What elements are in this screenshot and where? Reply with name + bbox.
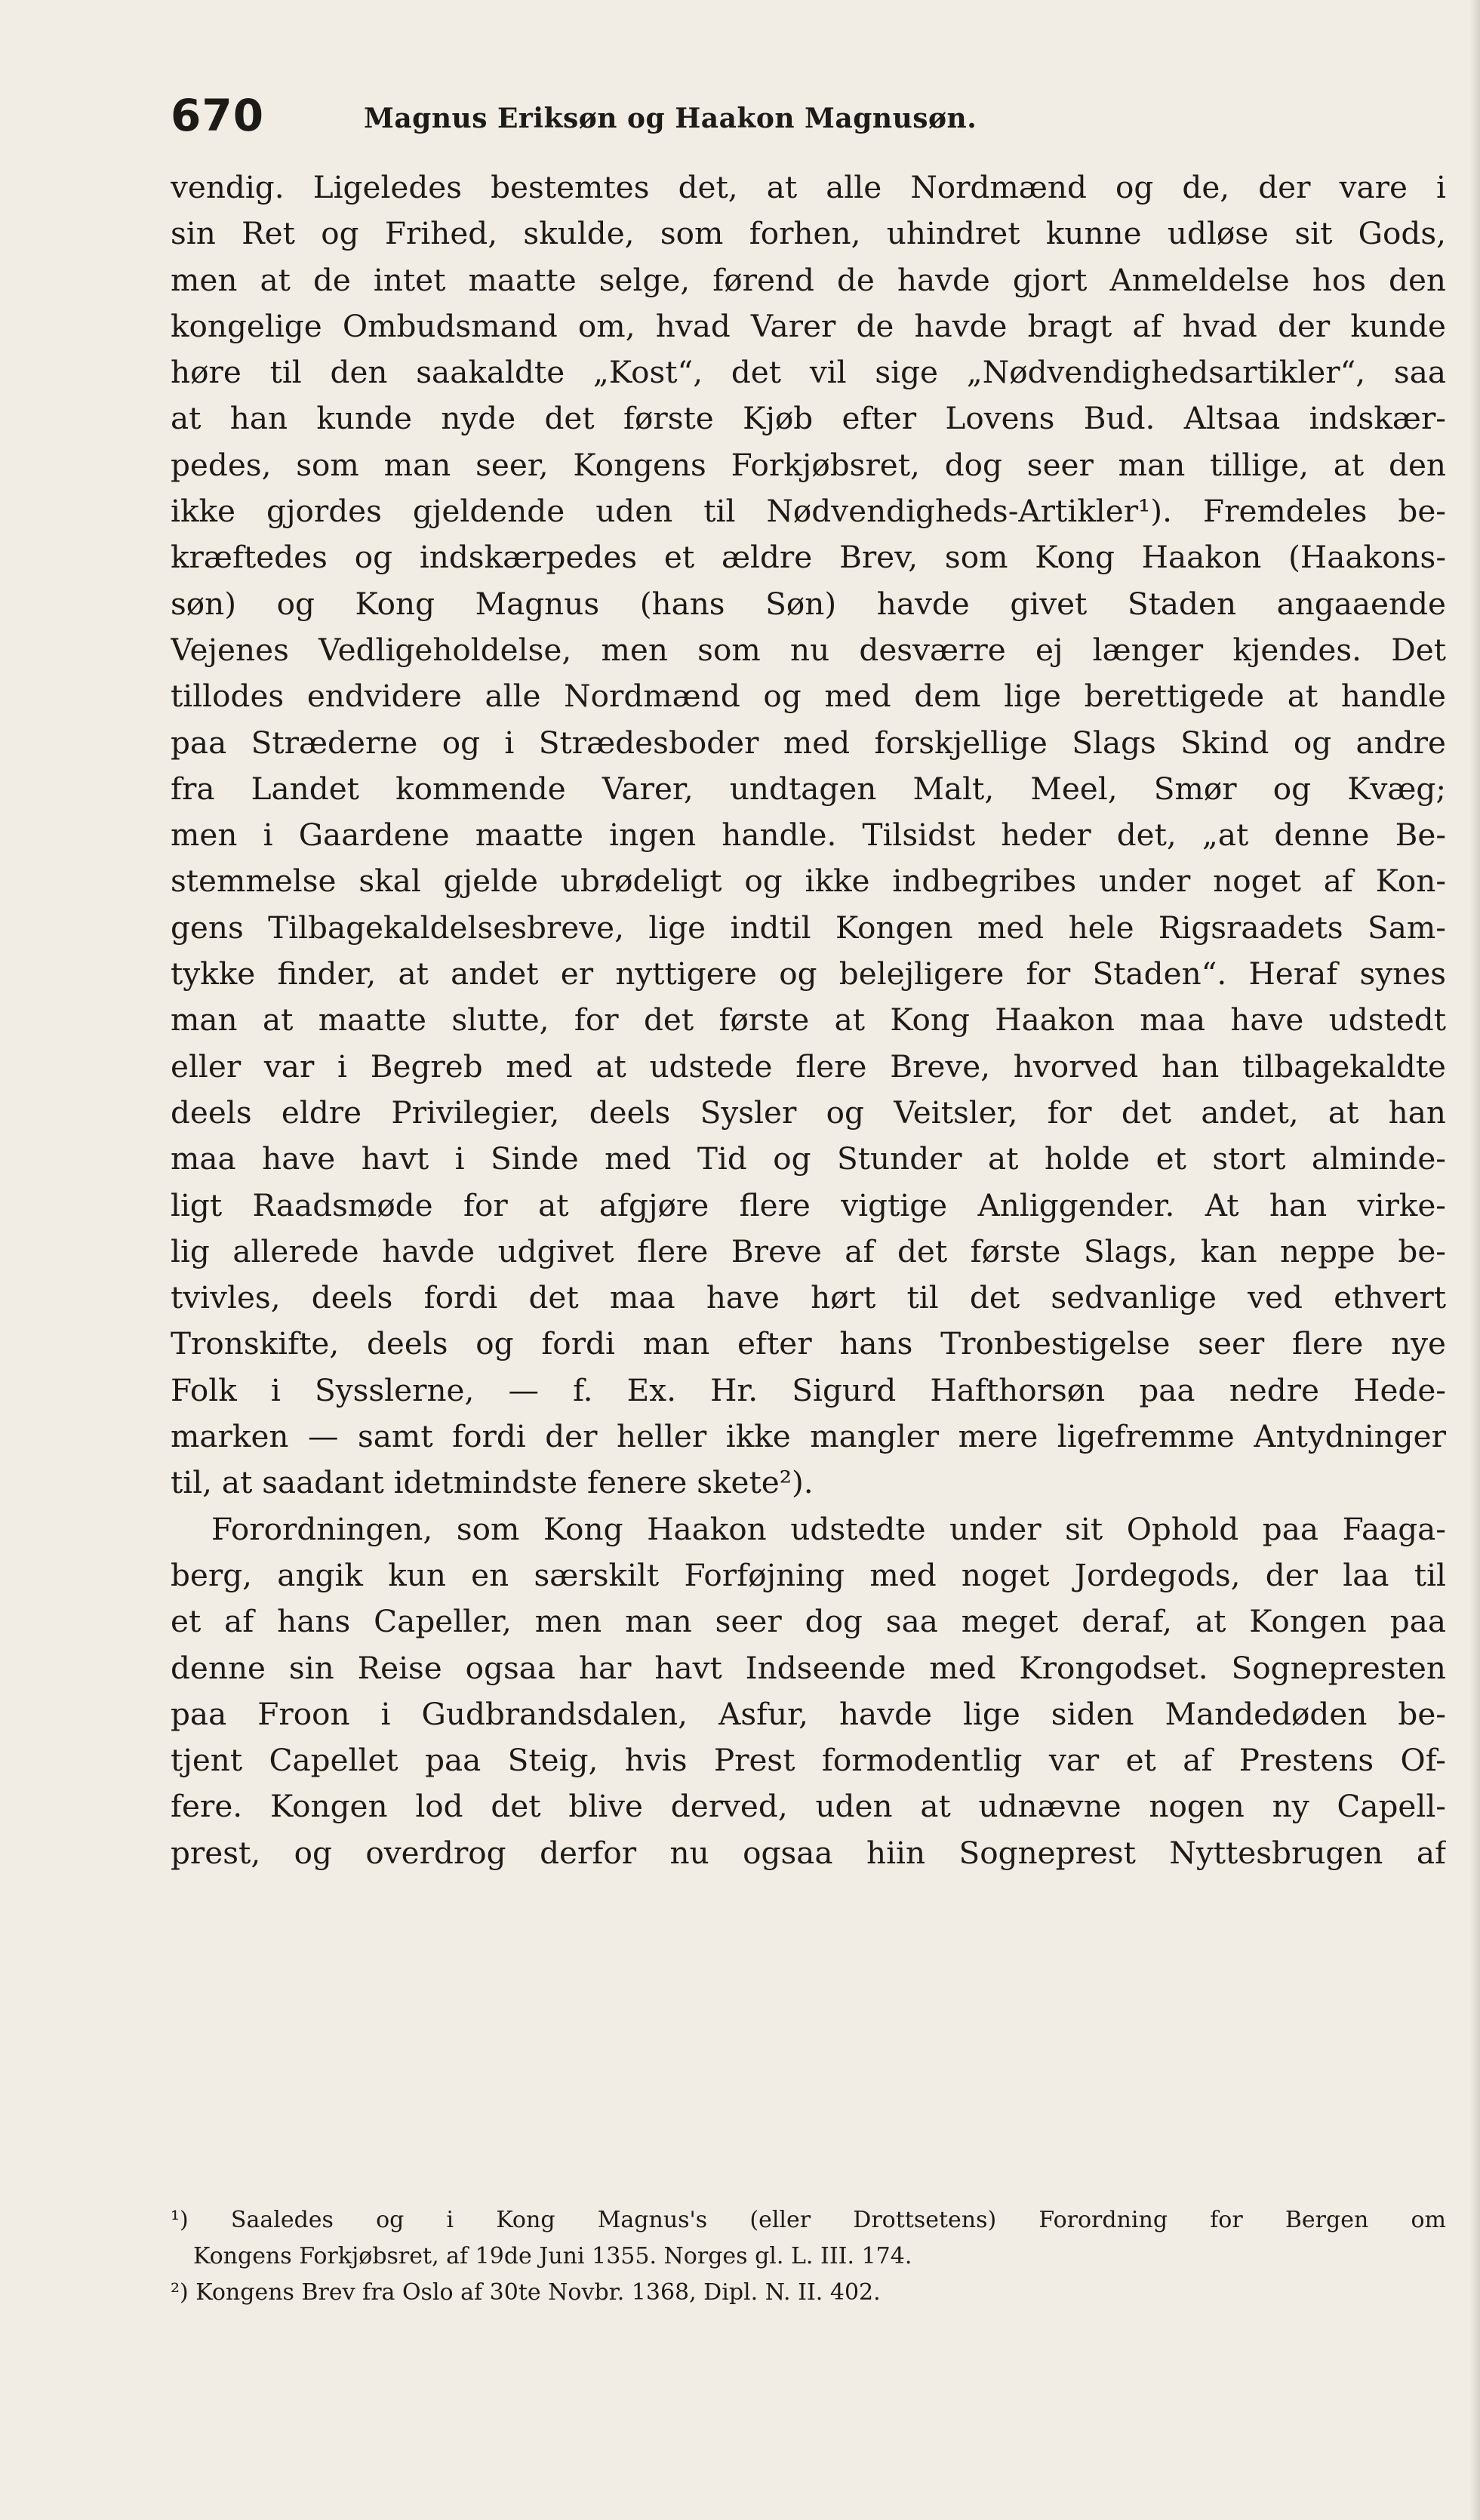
- text-line: Tronskifte, deels og fordi man efter hans Tronbestigelse seer flere nye: [171, 1325, 1446, 1362]
- text-line: men i Gaardene maatte ingen handle. Tilsidst heder det, „at denne Be-: [171, 817, 1446, 854]
- text-line: tillodes endvidere alle Nordmænd og med dem lige berettigede at handle: [171, 678, 1446, 715]
- footnotes: [171, 2202, 1446, 2311]
- text-line: paa Stræderne og i Strædesboder med forskjellige Slags Skind og andre: [171, 724, 1446, 761]
- main-text: [171, 165, 1446, 1876]
- text-line: stemmelse skal gjelde ubrødeligt og ikke indbegribes under noget af Kon-: [171, 863, 1446, 900]
- text-line: eller var i Begreb med at udstede flere Breve, hvorved han tilbagekaldte: [171, 1048, 1446, 1085]
- paragraph-end-line: til, at saadant idetmindste fenere skete²).: [171, 1464, 814, 1501]
- page-edge-shadow: [1469, 0, 1480, 2520]
- text-line: denne sin Reise ogsaa har havt Indseende med Krongodset. Sognepresten: [171, 1649, 1446, 1686]
- footnote-2: ²) Kongens Brev fra Oslo af 30te Novbr. 1368, Dipl. N. II. 402.: [171, 2279, 881, 2306]
- text-line: Vejenes Vedligeholdelse, men som nu desværre ej længer kjendes. Det: [171, 631, 1446, 668]
- paragraph-start-line: Forordningen, som Kong Haakon udstedte under sit Ophold paa Faaga-: [211, 1510, 1446, 1547]
- text-line: deels eldre Privilegier, deels Sysler og Veitsler, for det andet, at han: [171, 1094, 1446, 1131]
- running-title: Magnus Eriksøn og Haakon Magnusøn.: [364, 103, 977, 134]
- text-line: søn) og Kong Magnus (hans Søn) havde givet Staden angaaende: [171, 585, 1446, 622]
- text-line: ligt Raadsmøde for at afgjøre flere vigtige Anliggender. At han virke-: [171, 1186, 1446, 1223]
- text-line: prest, og overdrog derfor nu ogsaa hiin Sogneprest Nyttesbrugen af: [171, 1834, 1446, 1871]
- page-number: 670: [171, 90, 265, 141]
- text-line: tvivles, deels fordi det maa have hørt til det sedvanlige ved ethvert: [171, 1279, 1446, 1316]
- text-line: Folk i Sysslerne, — f. Ex. Hr. Sigurd Hafthorsøn paa nedre Hede-: [171, 1371, 1446, 1408]
- text-line: fra Landet kommende Varer, undtagen Malt, Meel, Smør og Kvæg;: [171, 770, 1446, 807]
- text-line: vendig. Ligeledes bestemtes det, at alle Nordmænd og de, der vare i: [171, 169, 1446, 205]
- footnote-1-continued: Kongens Forkjøbsret, af 19de Juni 1355. Norges gl. L. III. 174.: [193, 2243, 912, 2269]
- text-line: pedes, som man seer, Kongens Forkjøbsret, dog seer man tillige, at den: [171, 446, 1446, 483]
- text-line: lig allerede havde udgivet flere Breve af det første Slags, kan neppe be-: [171, 1232, 1446, 1269]
- text-line: et af hans Capeller, men man seer dog saa meget deraf, at Kongen paa: [171, 1603, 1446, 1640]
- page-header: [171, 89, 1446, 142]
- text-line: kongelige Ombudsmand om, hvad Varer de havde bragt af hvad der kunde: [171, 307, 1446, 344]
- text-line: marken — samt fordi der heller ikke mangler mere ligefremme Antydninger: [171, 1418, 1446, 1455]
- text-line: ikke gjordes gjeldende uden til Nødvendigheds-Artikler¹). Fremdeles be-: [171, 493, 1446, 530]
- text-line: fere. Kongen lod det blive derved, uden at udnævne nogen ny Capell-: [171, 1788, 1446, 1825]
- text-line: paa Froon i Gudbrandsdalen, Asfur, havde lige siden Mandedøden be-: [171, 1695, 1446, 1732]
- text-line: berg, angik kun en særskilt Forføjning med noget Jordegods, der laa til: [171, 1556, 1446, 1593]
- footnote-1: ¹) Saaledes og i Kong Magnus's (eller Drottsetens) Forordning for Bergen om: [171, 2207, 1446, 2233]
- text-line: høre til den saakaldte „Kost“, det vil sige „Nødvendighedsartikler“, saa: [171, 354, 1446, 391]
- text-line: tykke finder, at andet er nyttigere og belejligere for Staden“. Heraf synes: [171, 955, 1446, 992]
- text-line: gens Tilbagekaldelsesbreve, lige indtil Kongen med hele Rigsraadets Sam-: [171, 909, 1446, 946]
- text-line: sin Ret og Frihed, skulde, som forhen, uhindret kunne udløse sit Gods,: [171, 215, 1446, 252]
- text-line: at han kunde nyde det første Kjøb efter Lovens Bud. Altsaa indskær-: [171, 400, 1446, 437]
- text-line: man at maatte slutte, for det første at Kong Haakon maa have udstedt: [171, 1002, 1446, 1038]
- text-line: tjent Capellet paa Steig, hvis Prest formodentlig var et af Prestens Of-: [171, 1742, 1446, 1779]
- text-line: maa have havt i Sinde med Tid og Stunder at holde et stort alminde-: [171, 1140, 1446, 1177]
- text-line: men at de intet maatte selge, førend de havde gjort Anmeldelse hos den: [171, 261, 1446, 298]
- text-line: kræftedes og indskærpedes et ældre Brev, som Kong Haakon (Haakons-: [171, 539, 1446, 576]
